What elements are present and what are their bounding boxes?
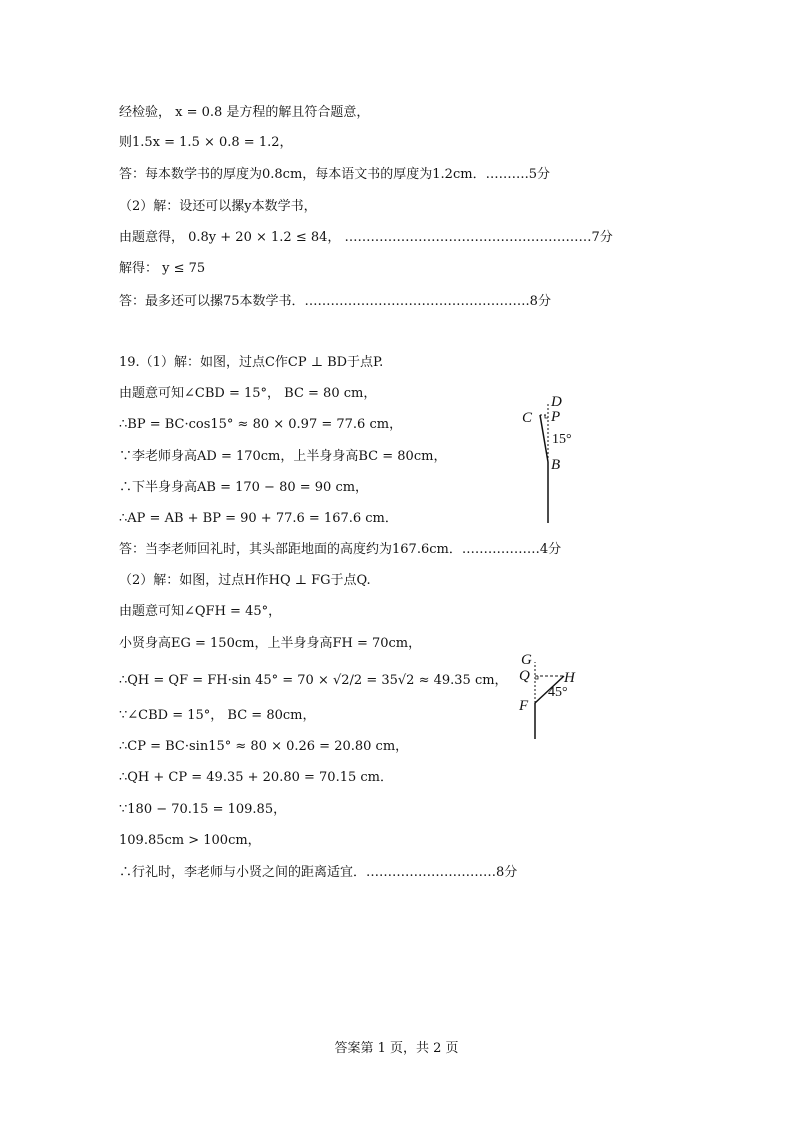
text-line-21: ∴QH + CP = 49.35 + 20.80 = 70.15 cm． — [119, 770, 393, 785]
fig2-angle-label: 45° — [548, 685, 568, 700]
text-line-13: ∴AP = AB + BP = 90 + 77.6 = 167.6 cm． — [119, 511, 398, 526]
text-line-17: 小贤身高EG = 150cm，上半身身高FH = 70cm， — [119, 636, 422, 651]
text-line-20: ∴CP = BC·sin15° ≈ 80 × 0.26 = 20.80 cm， — [119, 739, 409, 754]
figure-1 — [510, 390, 590, 530]
fig2-label-q: Q — [519, 668, 530, 684]
text-line-8: 19.（1）解：如图，过点C作CP ⊥ BD于点P. — [119, 355, 384, 370]
fig1-label-d: D — [551, 394, 562, 410]
text-line-18: ∴QH = QF = FH·sin 45° = 70 × √2/2 = 35√2 ≈ 49.35 cm， — [119, 673, 508, 688]
text-line-22: ∵180 − 70.15 = 109.85， — [119, 802, 287, 817]
figure-2 — [512, 648, 592, 743]
text-line-12: ∴下半身身高AB = 170 − 80 = 90 cm， — [119, 480, 369, 495]
fig1-angle-label: 15° — [552, 432, 572, 447]
text-line-5: 由题意得， 0.8y + 20 × 1.2 ≤ 84， …………………………………………………7分 — [119, 230, 613, 245]
text-line-9: 由题意可知∠CBD = 15°， BC = 80 cm， — [119, 386, 377, 401]
fig2-label-f: F — [519, 698, 529, 714]
fig1-label-p: P — [551, 409, 561, 425]
page-footer: 答案第 1 页，共 2 页 — [334, 1041, 459, 1056]
text-line-23: 109.85cm > 100cm， — [119, 833, 261, 848]
text-line-11: ∵李老师身高AD = 170cm，上半身身高BC = 80cm， — [119, 449, 447, 464]
fig2-label-g: G — [521, 652, 532, 668]
fig1-label-b: B — [551, 457, 561, 473]
text-line-3: 答：每本数学书的厚度为0.8cm，每本语文书的厚度为1.2cm．……….5分 — [119, 167, 550, 182]
fig2-label-h: H — [564, 670, 575, 686]
text-line-15: （2）解：如图，过点H作HQ ⊥ FG于点Q. — [119, 573, 371, 588]
text-line-19: ∵∠CBD = 15°， BC = 80cm， — [119, 708, 316, 723]
text-line-1: 经检验， x = 0.8 是方程的解且符合题意， — [119, 105, 370, 120]
text-line-14: 答：当李老师回礼时，其头部距地面的高度约为167.6cm．………………4分 — [119, 542, 562, 557]
text-line-24: ∴行礼时，李老师与小贤之间的距离适宜．…………………………8分 — [119, 865, 518, 880]
fig1-label-c: C — [522, 410, 533, 426]
text-line-16: 由题意可知∠QFH = 45°， — [119, 604, 282, 619]
text-line-4: （2）解：设还可以摞y本数学书， — [119, 199, 317, 214]
text-line-2: 则1.5x = 1.5 × 0.8 = 1.2， — [119, 135, 293, 150]
text-line-10: ∴BP = BC·cos15° ≈ 80 × 0.97 = 77.6 cm， — [119, 417, 403, 432]
text-line-6: 解得： y ≤ 75 — [119, 261, 206, 276]
fig1-upper-body-line — [540, 415, 548, 462]
text-line-7: 答：最多还可以摞75本数学书．…………………………………………….8分 — [119, 294, 551, 309]
